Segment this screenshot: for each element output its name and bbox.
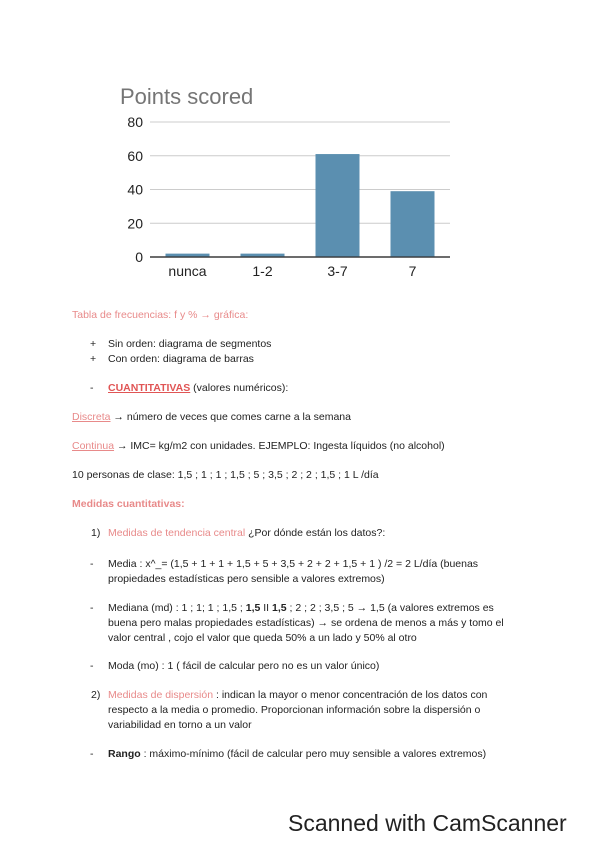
- y-tick-label: 0: [135, 249, 143, 265]
- x-tick-label: 3-7: [327, 263, 348, 279]
- bullet-plus: +: [90, 338, 97, 350]
- cuantitativas-text: (valores numéricos):: [190, 382, 289, 394]
- x-tick-label: 7: [408, 263, 417, 279]
- mediana-line3: valor central , cojo el valor que queda 50% a un lado y 50% al otro: [108, 632, 417, 644]
- mediana-sep: II: [260, 602, 273, 614]
- camscanner-watermark: Scanned with CamScanner: [288, 810, 567, 836]
- chart-title: Points scored: [120, 84, 254, 109]
- dash: -: [90, 382, 94, 394]
- x-tick-label: nunca: [168, 263, 207, 279]
- heading-tabla-frecuencias: Tabla de frecuencias: f y % → gráfica:: [72, 309, 249, 321]
- dash: -: [90, 602, 94, 614]
- moda-line: Moda (mo) : 1 ( fácil de calcular pero no es un valor único): [108, 660, 380, 672]
- cuantitativas-label: CUANTITATIVAS: [108, 382, 191, 394]
- mediana-text: Mediana (md) : 1 ; 1; 1 ; 1,5 ;: [108, 602, 246, 614]
- y-tick-label: 80: [127, 114, 143, 130]
- media-line1: Media : x^_= (1,5 + 1 + 1 + 1,5 + 5 + 3,5 + 2 + 2 + 1,5 + 1 ) /2 = 2 L/día (buenas: [108, 558, 479, 570]
- mediana-text: ; 2 ; 2 ; 3,5 ; 5 → 1,5 (a valores extremos es: [286, 602, 494, 614]
- dispersion-label: Medidas de dispersión: [108, 689, 214, 701]
- cuantitativas-line: [108, 381, 288, 396]
- media-line2: propiedades estadísticas pero sensible a valores extremos): [108, 573, 385, 585]
- number-1: 1): [91, 527, 101, 539]
- dispersion-line1: [108, 688, 487, 703]
- number-2: 2): [91, 689, 101, 701]
- mediana-bold: 1,5: [272, 602, 287, 614]
- rango-label: Rango: [108, 748, 141, 760]
- continua-line: [72, 439, 445, 454]
- discreta-text: → número de veces que comes carne a la semana: [110, 411, 351, 423]
- rango-text: : máximo-mínimo (fácil de calcular pero muy sensible a valores extremos): [140, 748, 487, 760]
- continua-label: Continua: [72, 440, 115, 452]
- bullet-sin-orden: Sin orden: diagrama de segmentos: [108, 338, 272, 350]
- medidas-title: Medidas cuantitativas:: [72, 498, 185, 510]
- tendencia-label: Medidas de tendencia central: [108, 527, 246, 539]
- discreta-label: Discreta: [72, 411, 111, 423]
- y-tick-label: 60: [127, 147, 143, 164]
- mediana-bold: 1,5: [245, 602, 261, 614]
- mediana-line1: [108, 601, 494, 616]
- dash: -: [90, 660, 94, 672]
- discreta-line: [72, 410, 351, 425]
- y-tick-label: 20: [127, 215, 143, 232]
- tendencia-text: ¿Por dónde están los datos?:: [245, 527, 386, 539]
- x-tick-label: 1-2: [252, 263, 273, 279]
- dash: -: [90, 748, 94, 760]
- dispersion-line2: respecto a la media o promedio. Proporcionan información sobre la dispersión o: [108, 704, 481, 716]
- dispersion-line3: variabilidad en torno a un valor: [108, 719, 252, 731]
- rango-line: [108, 747, 486, 762]
- bar-chart: [0, 0, 600, 290]
- y-tick-label: 40: [127, 181, 143, 198]
- tendencia-line: [108, 526, 385, 541]
- bar-3-7: [316, 154, 360, 257]
- personas-line: 10 personas de clase: 1,5 ; 1 ; 1 ; 1,5 ; 5 ; 3,5 ; 2 ; 2 ; 1,5 ; 1 L /día: [72, 469, 379, 481]
- bullet-plus: +: [90, 353, 97, 365]
- dash: -: [90, 558, 94, 570]
- dispersion-text: : indican la mayor o menor concentración de los datos con: [213, 689, 488, 701]
- mediana-line2: buena pero malas propiedades estadísticas) → se ordena de menos a más y tomo el: [108, 617, 504, 629]
- continua-text: → IMC= kg/m2 con unidades. EJEMPLO: Ingesta líquidos (no alcohol): [114, 440, 445, 452]
- bar-7: [391, 191, 435, 257]
- bullet-con-orden: Con orden: diagrama de barras: [108, 353, 254, 365]
